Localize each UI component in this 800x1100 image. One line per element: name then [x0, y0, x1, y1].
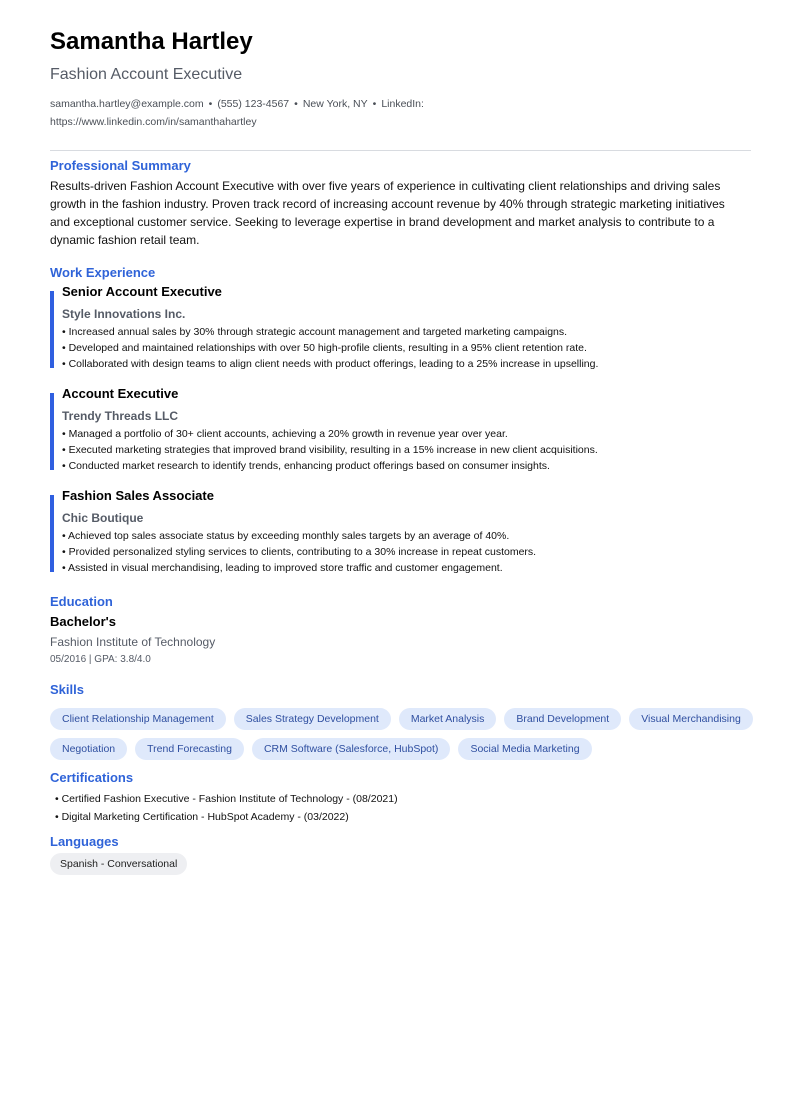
job-bullets	[62, 528, 751, 576]
languages-heading: Languages	[50, 834, 119, 849]
job-entry	[50, 386, 751, 474]
candidate-name: Samantha Hartley	[50, 28, 253, 55]
education-heading: Education	[50, 594, 113, 609]
experience-section	[50, 265, 751, 576]
job-accent-bar	[50, 393, 54, 470]
job-bullet: • Provided personalized styling services to clients, contributing to a 30% increase in repeat customers.	[62, 546, 537, 558]
skill-chip: Visual Merchandising	[629, 708, 753, 730]
job-bullet: • Executed marketing strategies that improved brand visibility, resulting in a 15% increase in new client acquisitions.	[62, 444, 598, 456]
language-chip: Spanish - Conversational	[50, 853, 187, 875]
contact-line	[50, 95, 450, 131]
job-bullet: • Increased annual sales by 30% through strategic account management and targeted marketing campaigns.	[62, 326, 568, 338]
header-divider	[50, 150, 751, 151]
candidate-title: Fashion Account Executive	[50, 66, 243, 83]
skill-chip: Market Analysis	[399, 708, 497, 730]
education-section	[50, 594, 751, 667]
certifications-list	[50, 790, 751, 826]
contact-location: New York, NY	[302, 98, 368, 110]
job-entry	[50, 488, 751, 576]
skill-chip: Client Relationship Management	[50, 708, 226, 730]
job-title: Senior Account Executive	[62, 284, 222, 299]
job-title: Account Executive	[62, 386, 179, 401]
contact-linkedin-url[interactable]: https://www.linkedin.com/in/samanthahartley	[50, 116, 257, 128]
skill-chip: CRM Software (Salesforce, HubSpot)	[252, 738, 450, 760]
experience-heading: Work Experience	[50, 265, 156, 280]
job-bullet: • Achieved top sales associate status by exceeding monthly sales targets by an average of 40%.	[62, 530, 510, 542]
skill-chip: Negotiation	[50, 738, 127, 760]
skills-list	[50, 708, 760, 760]
skills-section	[50, 682, 751, 760]
contact-linkedin-label: LinkedIn:	[381, 98, 424, 110]
languages-section	[50, 834, 751, 875]
contact-separator: •	[294, 98, 298, 110]
job-bullets	[62, 426, 751, 474]
job-accent-bar	[50, 291, 54, 368]
job-bullets	[62, 324, 751, 372]
skill-chip: Trend Forecasting	[135, 738, 244, 760]
education-school: Fashion Institute of Technology	[50, 635, 216, 649]
education-degree: Bachelor's	[50, 614, 116, 629]
job-bullet: • Assisted in visual merchandising, leading to improved store traffic and customer engagement.	[62, 562, 503, 574]
job-company: Chic Boutique	[62, 511, 144, 525]
job-entry	[50, 284, 751, 372]
skills-heading: Skills	[50, 682, 84, 697]
job-title: Fashion Sales Associate	[62, 488, 214, 503]
job-bullet: • Collaborated with design teams to align client needs with product offerings, leading to a 25% increase in upselling.	[62, 358, 599, 370]
job-bullet: • Conducted market research to identify trends, enhancing product offerings based on consumer insights.	[62, 460, 550, 472]
certifications-section	[50, 770, 751, 826]
job-bullet: • Managed a portfolio of 30+ client accounts, achieving a 20% growth in revenue year over year.	[62, 428, 508, 440]
education-meta: 05/2016 | GPA: 3.8/4.0	[50, 654, 151, 665]
contact-phone: (555) 123-4567	[217, 98, 290, 110]
summary-section	[50, 158, 751, 249]
skill-chip: Social Media Marketing	[458, 738, 591, 760]
job-company: Trendy Threads LLC	[62, 409, 179, 423]
contact-email[interactable]: samantha.hartley@example.com	[50, 98, 204, 110]
summary-text: Results-driven Fashion Account Executive with over five years of experience in cultivating client relationships and driving sales growth in the fashion industry. Proven track record of increasing account revenue by 40% through strategic marketing initiatives and exceptional customer service. Seeking to leverage expertise in brand development and market analysis to contribute to a dynamic fashion retail team.	[50, 179, 725, 247]
certification-item: • Certified Fashion Executive - Fashion Institute of Technology - (08/2021)	[55, 793, 398, 805]
contact-separator: •	[372, 98, 377, 110]
resume-header	[50, 28, 751, 151]
languages-list	[50, 853, 751, 875]
summary-heading: Professional Summary	[50, 158, 191, 173]
job-company: Style Innovations Inc.	[62, 307, 186, 321]
skill-chip: Sales Strategy Development	[234, 708, 391, 730]
job-bullet: • Developed and maintained relationships with over 50 high-profile clients, resulting in a 95% client retention rate.	[62, 342, 587, 354]
certifications-heading: Certifications	[50, 770, 134, 785]
certification-item: • Digital Marketing Certification - HubSpot Academy - (03/2022)	[55, 811, 349, 823]
contact-separator: •	[208, 98, 213, 110]
skill-chip: Brand Development	[504, 708, 621, 730]
job-accent-bar	[50, 495, 54, 572]
